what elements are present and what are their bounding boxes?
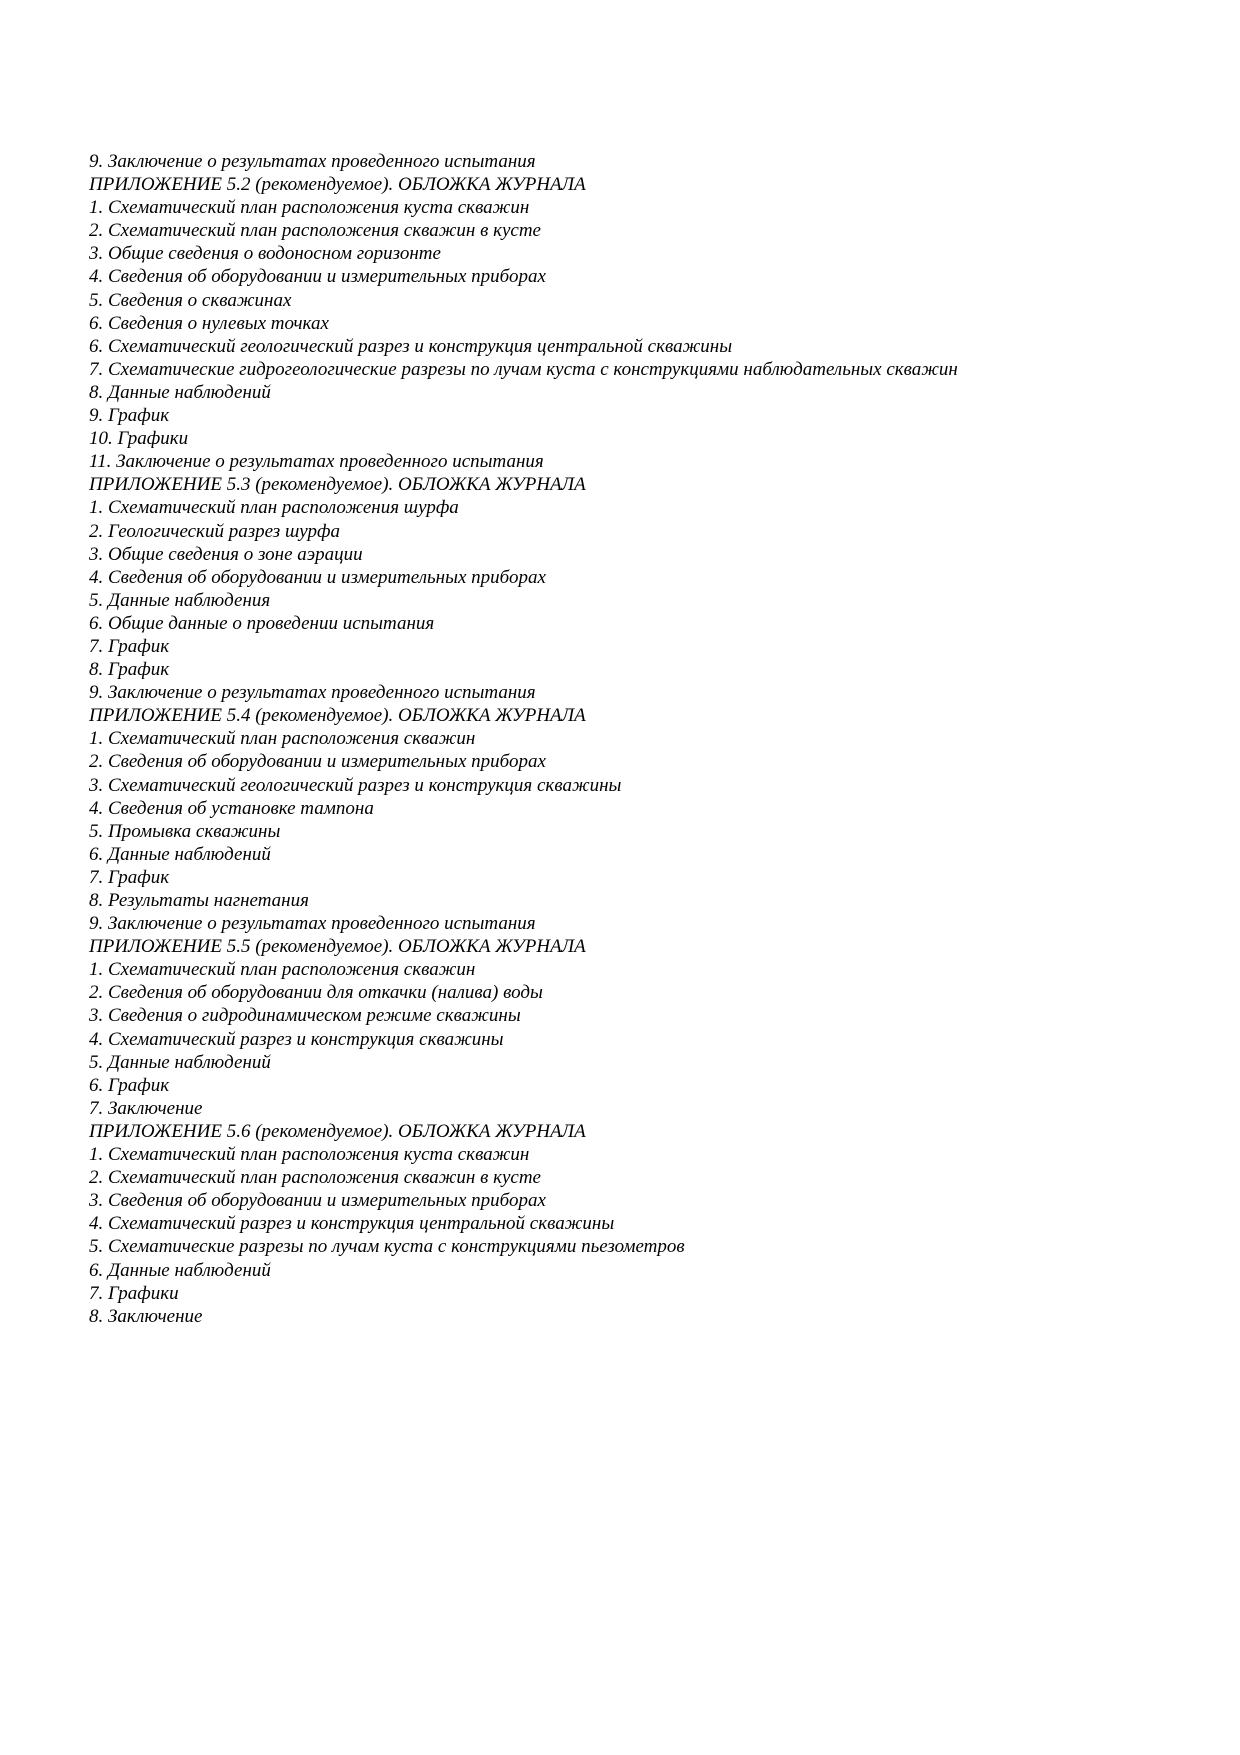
toc-line: 3. Общие сведения о зоне аэрации bbox=[89, 543, 363, 565]
toc-line: 4. Сведения об установке тампона bbox=[89, 797, 374, 819]
toc-line: 3. Общие сведения о водоносном горизонте bbox=[89, 243, 441, 265]
toc-line: 6. Данные наблюдений bbox=[89, 1259, 271, 1281]
toc-line: 5. Схематические разрезы по лучам куста с конструкциями пьезометров bbox=[89, 1236, 685, 1258]
toc-line: 4. Схематический разрез и конструкция центральной скважины bbox=[89, 1213, 615, 1235]
toc-line: 9. График bbox=[89, 405, 170, 427]
toc-line: 5. Промывка скважины bbox=[89, 820, 281, 842]
toc-line: 3. Сведения об оборудовании и измерительных приборах bbox=[89, 1190, 546, 1212]
toc-line: ПРИЛОЖЕНИЕ 5.4 (рекомендуемое). ОБЛОЖКА ЖУРНАЛА bbox=[89, 705, 586, 727]
toc-line: 2. Сведения об оборудовании и измерительных приборах bbox=[89, 751, 546, 773]
toc-line: 9. Заключение о результатах проведенного испытания bbox=[89, 682, 536, 704]
toc-line: 9. Заключение о результатах проведенного испытания bbox=[89, 151, 536, 172]
toc-line: 8. Результаты нагнетания bbox=[89, 890, 309, 911]
toc-line: 4. Сведения об оборудовании и измерительных приборах bbox=[89, 266, 546, 288]
toc-line: 7. График bbox=[89, 866, 170, 888]
toc-line: 5. Данные наблюдения bbox=[89, 589, 271, 611]
toc-line: ПРИЛОЖЕНИЕ 5.2 (рекомендуемое). ОБЛОЖКА ЖУРНАЛА bbox=[89, 174, 586, 196]
toc-line: 8. График bbox=[89, 659, 170, 681]
toc-line: 7. Схематические гидрогеологические разрезы по лучам куста с конструкциями наблюдательных скважин bbox=[89, 358, 958, 380]
toc-line: 1. Схематический план расположения куста скважин bbox=[89, 1144, 530, 1166]
toc-line: 6. Общие данные о проведении испытания bbox=[89, 612, 435, 634]
toc-line: 6. Сведения о нулевых точках bbox=[89, 312, 329, 334]
toc-line: 5. Сведения о скважинах bbox=[89, 289, 292, 311]
toc-line: ПРИЛОЖЕНИЕ 5.5 (рекомендуемое). ОБЛОЖКА ЖУРНАЛА bbox=[89, 936, 586, 958]
toc-line: 2. Геологический разрез шурфа bbox=[89, 520, 340, 542]
toc-line: 6. Схематический геологический разрез и конструкция центральной скважины bbox=[89, 335, 733, 357]
toc-line: 5. Данные наблюдений bbox=[89, 1051, 271, 1073]
toc-line: 7. Заключение bbox=[89, 1097, 203, 1119]
toc-line: 6. Данные наблюдений bbox=[89, 843, 271, 865]
toc-line: 4. Схематический разрез и конструкция скважины bbox=[89, 1028, 504, 1050]
toc-line: 6. График bbox=[89, 1074, 170, 1096]
toc-line: 10. Графики bbox=[89, 428, 189, 450]
toc-line: 1. Схематический план расположения шурфа bbox=[89, 497, 459, 519]
toc-line: 3. Сведения о гидродинамическом режиме скважины bbox=[89, 1005, 521, 1027]
toc-line: 2. Схематический план расположения скважин в кусте bbox=[89, 1167, 541, 1189]
toc-line: 8. Данные наблюдений bbox=[89, 381, 271, 403]
table-of-contents bbox=[89, 150, 1189, 1328]
toc-line: 9. Заключение о результатах проведенного испытания bbox=[89, 913, 536, 935]
toc-line: 2. Схематический план расположения скважин в кусте bbox=[89, 220, 541, 242]
toc-line: 1. Схематический план расположения куста скважин bbox=[89, 197, 530, 219]
toc-line: 7. График bbox=[89, 635, 170, 657]
toc-line: ПРИЛОЖЕНИЕ 5.3 (рекомендуемое). ОБЛОЖКА ЖУРНАЛА bbox=[89, 474, 586, 496]
toc-line: 7. Графики bbox=[89, 1282, 179, 1304]
toc-line: 2. Сведения об оборудовании для откачки (налива) воды bbox=[89, 982, 543, 1004]
toc-line: 11. Заключение о результатах проведенного испытания bbox=[89, 451, 544, 473]
toc-line: 4. Сведения об оборудовании и измерительных приборах bbox=[89, 566, 546, 588]
toc-line: 1. Схематический план расположения скважин bbox=[89, 959, 476, 981]
toc-line: 8. Заключение bbox=[89, 1305, 203, 1327]
toc-line: ПРИЛОЖЕНИЕ 5.6 (рекомендуемое). ОБЛОЖКА ЖУРНАЛА bbox=[89, 1120, 586, 1142]
toc-line: 3. Схематический геологический разрез и конструкция скважины bbox=[89, 774, 622, 796]
toc-line: 1. Схематический план расположения скважин bbox=[89, 728, 476, 750]
